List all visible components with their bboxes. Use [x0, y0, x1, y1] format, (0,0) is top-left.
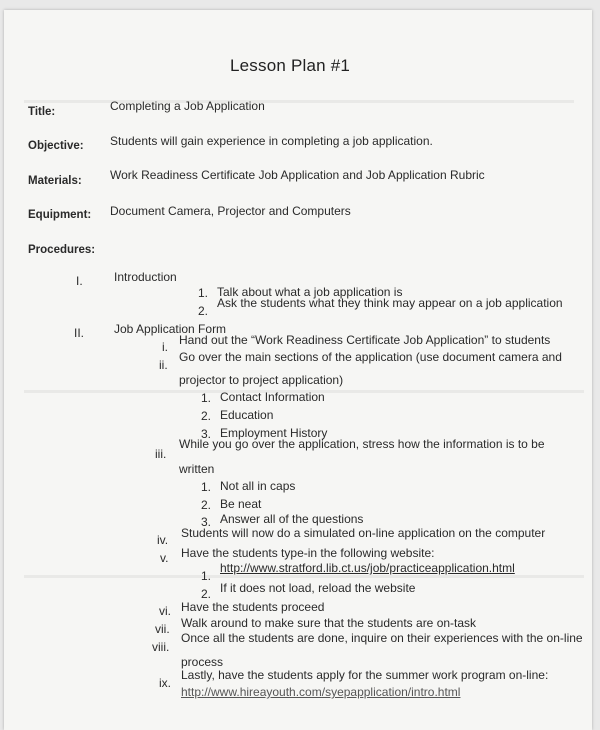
list-marker: 2.	[201, 498, 212, 512]
list-marker: 2.	[201, 587, 212, 601]
step-text: Once all the students are done, inquire on their experiences with the on-line	[181, 631, 583, 645]
list-marker: 3.	[201, 427, 212, 441]
equipment-value: Document Camera, Projector and Computers	[110, 204, 351, 218]
scan-artifact	[24, 100, 574, 103]
step-text: Have the students proceed	[181, 600, 325, 614]
step-text: Lastly, have the students apply for the summer work program on-line:	[181, 668, 549, 682]
list-marker: 1.	[198, 286, 209, 300]
list-marker: 1.	[201, 569, 212, 583]
title-value: Completing a Job Application	[110, 99, 265, 113]
step-text: Go over the main sections of the application (use document camera and	[179, 350, 562, 364]
objective-value: Students will gain experience in completing a job application.	[110, 134, 433, 148]
step-text-continued: process	[181, 655, 224, 669]
section-heading-introduction: Introduction	[114, 270, 177, 284]
list-item: Employment History	[220, 426, 328, 440]
step-marker: iv.	[157, 533, 169, 547]
section-numeral: I.	[76, 274, 83, 288]
materials-label: Materials:	[28, 175, 82, 187]
list-marker: 1.	[201, 480, 212, 494]
step-text: Students will now do a simulated on-line application on the computer	[181, 526, 546, 540]
list-marker: 1.	[201, 391, 212, 405]
materials-value: Work Readiness Certificate Job Application and Job Application Rubric	[110, 168, 485, 182]
list-marker: 3.	[201, 515, 212, 529]
step-marker: vii.	[155, 622, 170, 636]
list-item: Answer all of the questions	[220, 512, 364, 526]
list-marker: 2.	[198, 304, 209, 318]
step-marker: ii.	[159, 358, 168, 372]
list-item: Talk about what a job application is	[217, 285, 403, 299]
step-marker: viii.	[152, 640, 170, 654]
step-text: Hand out the “Work Readiness Certificate Job Application” to students	[179, 333, 551, 347]
list-item: If it does not load, reload the website	[220, 581, 416, 595]
step-text: Have the students type-in the following website:	[181, 546, 435, 560]
procedures-label: Procedures:	[28, 244, 96, 256]
list-item: Education	[220, 408, 274, 422]
equipment-label: Equipment:	[28, 209, 92, 221]
document-page	[4, 10, 592, 730]
page-title: Lesson Plan #1	[230, 56, 350, 75]
list-marker: 2.	[201, 409, 212, 423]
step-marker: vi.	[159, 604, 171, 618]
step-text: While you go over the application, stress how the information is to be	[179, 437, 545, 451]
step-text-continued: projector to project application)	[179, 373, 344, 387]
section-heading-job-application-form: Job Application Form	[114, 322, 227, 336]
section-numeral: II.	[74, 326, 85, 340]
list-item: Not all in caps	[220, 479, 296, 493]
practice-application-link[interactable]: http://www.stratford.lib.ct.us/job/practiceapplication.html	[220, 561, 515, 575]
list-item: Contact Information	[220, 390, 325, 404]
objective-label: Objective:	[28, 140, 84, 152]
step-marker: ix.	[159, 676, 171, 690]
step-marker: i.	[162, 340, 168, 354]
list-item: Ask the students what they think may appear on a job application	[217, 296, 563, 310]
step-text-continued: written	[179, 462, 215, 476]
step-marker: iii.	[155, 447, 167, 461]
scan-artifact	[24, 575, 584, 578]
title-label: Title:	[28, 106, 56, 118]
step-marker: v.	[160, 551, 169, 565]
step-text: Walk around to make sure that the students are on-task	[181, 616, 477, 630]
summer-work-program-link[interactable]: http://www.hireayouth.com/syepapplication/intro.html	[181, 685, 461, 699]
list-item: Be neat	[220, 497, 262, 511]
